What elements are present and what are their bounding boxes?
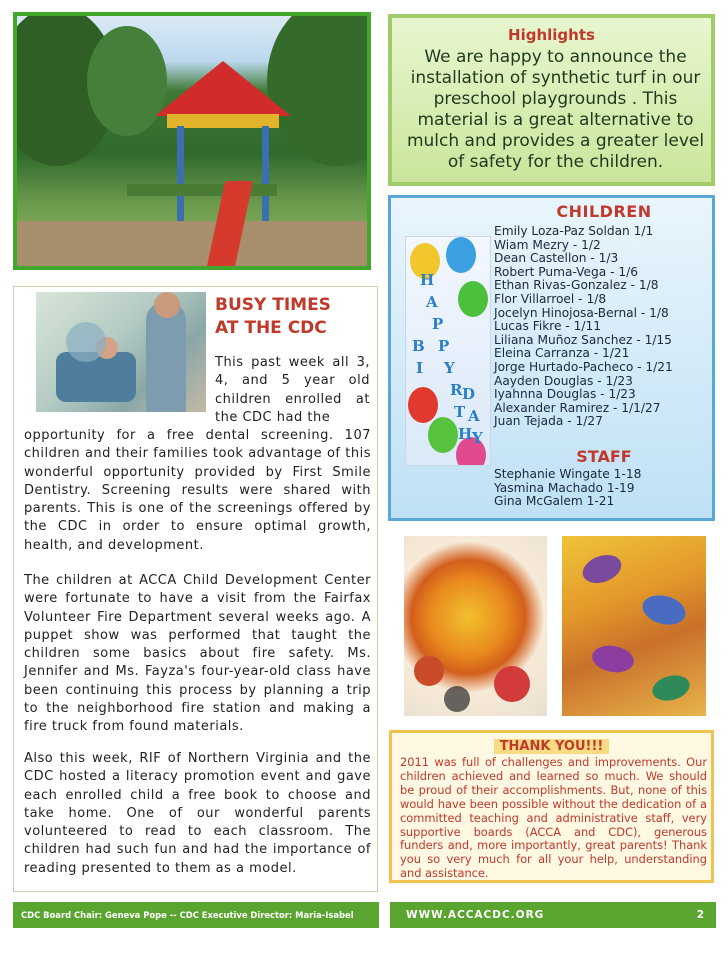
highlights-body: We are happy to announce the installation of synthetic turf in our preschool playgrounds . This material is a great alternative to mulch and provides a greater level of safety for the children. (406, 47, 705, 172)
footer-credits: CDC Board Chair: Geneva Pope -- CDC Executive Director: Maria-Isabel Ballivian (13, 902, 379, 928)
card-letter: A (426, 293, 438, 311)
thank-you-title-text: THANK YOU!!! (494, 739, 610, 754)
list-item: Iyahnna Douglas - 1/23 (494, 387, 636, 402)
highlights-title: Highlights (508, 26, 595, 44)
list-item: Eleina Carranza - 1/21 (494, 346, 630, 361)
list-item: Ethan Rivas-Gonzalez - 1/8 (494, 278, 659, 293)
busy-times-title-line2: AT THE CDC (215, 318, 327, 338)
page-number: 2 (696, 909, 704, 921)
list-item: Yasmina Machado 1-19 (494, 480, 635, 495)
card-letter: Y (472, 429, 483, 447)
card-letter: Y (444, 359, 455, 377)
birthdays-box (388, 195, 715, 521)
card-letter: R (450, 381, 463, 399)
list-item: Aayden Douglas - 1/23 (494, 373, 633, 388)
highlights-box (388, 14, 715, 186)
list-item: Emily Loza-Paz Soldan 1/1 (494, 224, 654, 238)
thank-you-title (392, 735, 711, 754)
list-item: Alexander Ramirez - 1/1/27 (494, 400, 661, 415)
list-item: Liliana Muñoz Sanchez - 1/15 (494, 332, 672, 347)
list-item: Robert Puma-Vega - 1/6 (494, 264, 639, 279)
card-letter: P (432, 315, 444, 333)
list-item: Juan Tejada - 1/27 (494, 414, 603, 429)
list-item: Flor Villarroel - 1/8 (494, 291, 607, 306)
list-item: Lucas Fikre - 1/11 (494, 319, 602, 334)
footer-website-bar (390, 902, 716, 928)
children-birthday-list (494, 225, 714, 429)
thank-you-box (389, 730, 714, 883)
children-heading: CHILDREN (556, 202, 652, 221)
card-letter: P (438, 337, 450, 355)
card-letter: B (412, 337, 425, 355)
fire-safety-paragraph: The children at ACCA Child Development Center were fortunate to have a visit from the Fairfax Volunteer Fire Department several weeks ago. A puppet show was performed that taught the children some basics about fire safety. Ms. Jennifer and Ms. Fayza's four-year-old class have been continuing this process by planning a trip to the neighborhood fire station and making a fire truck from found materials. (24, 573, 371, 735)
busy-times-title-line1: BUSY TIMES (215, 295, 331, 315)
card-letter: H (420, 271, 435, 289)
sun-artwork-photo (404, 536, 547, 716)
list-item: Dean Castellon - 1/3 (494, 251, 619, 266)
list-item: Jocelyn Hinojosa-Bernal - 1/8 (494, 305, 669, 320)
busy-times-title (215, 294, 370, 340)
list-item: Gina McGalem 1-21 (494, 494, 615, 509)
card-letter: I (416, 359, 424, 377)
card-letter: T (454, 403, 466, 421)
dental-paragraph-continued: opportunity for a free dental screening. 107 children and their families took advantage of this wonderful opportunity provided by First Smile Dentistry. Screening results were shared with parents. This is one of the screenings offered by the CDC in order to ensure optimal growth, health, and development. (24, 428, 371, 553)
happy-birthday-card-image (405, 236, 491, 466)
card-letter: H (458, 425, 473, 443)
staff-heading: STAFF (576, 447, 632, 466)
list-item: Stephanie Wingate 1-18 (494, 467, 642, 481)
website-link[interactable]: WWW.ACCACDC.ORG (406, 909, 545, 921)
butterfly-artwork-photo (562, 536, 706, 716)
thank-you-body: 2011 was full of challenges and improvements. Our children achieved and learned so much. We should be proud of their accomplishments. But, none of this would have been possible without the dedication of a committed teaching and administrative staff, very supportive boards (ACCA and CDC), generous funders and, more importantly, great parents! Thank you so very much for all your help, understanding and assistance. (400, 755, 707, 881)
list-item: Jorge Hurtado-Pacheco - 1/21 (494, 359, 673, 374)
dental-paragraph-start: This past week all 3, 4, and 5 year old children enrolled at the CDC had the (215, 355, 370, 425)
card-letter: D (462, 385, 476, 403)
list-item: Wiam Mezry - 1/2 (494, 237, 601, 252)
literacy-paragraph: Also this week, RIF of Northern Virginia and the CDC hosted a literacy promotion event and gave each enrolled child a free book to choose and take home. One of our wonderful parents volunteered to read to each classroom. The children had such fun and had the importance of reading presented to them as a model. (24, 751, 371, 876)
staff-birthday-list (494, 468, 714, 509)
dental-screening-photo (36, 292, 206, 412)
card-letter: A (468, 407, 480, 425)
playground-photo (13, 12, 371, 270)
